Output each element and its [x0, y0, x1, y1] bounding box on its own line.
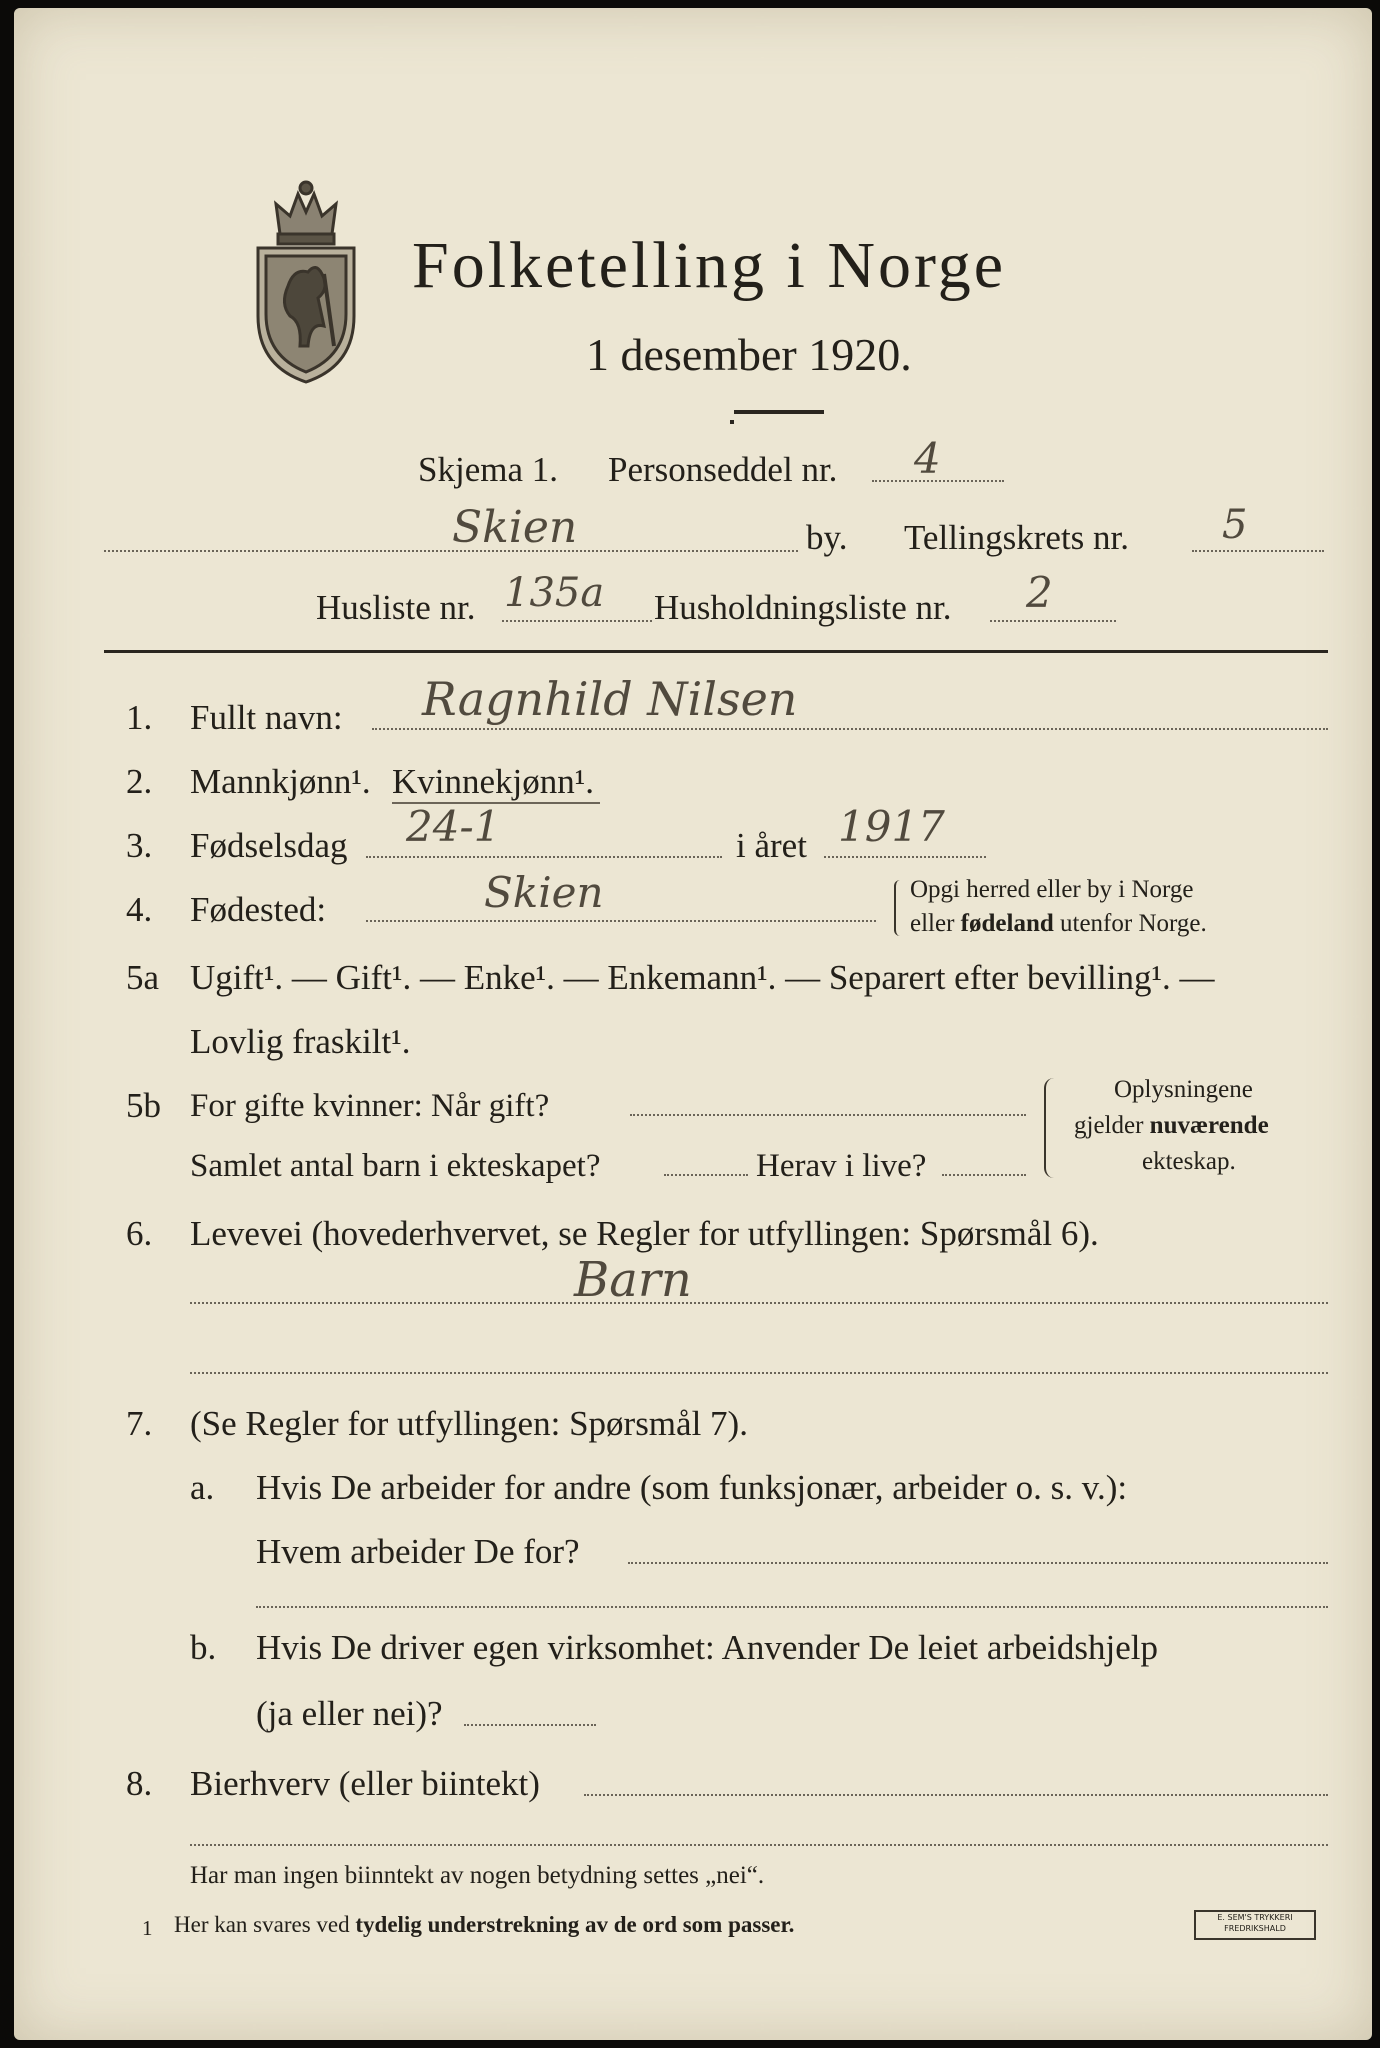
- q5b-number: 5b: [126, 1086, 161, 1125]
- personseddel-value[interactable]: 4: [914, 434, 941, 483]
- coat-of-arms-icon: [250, 176, 362, 386]
- q1-value[interactable]: Ragnhild Nilsen: [422, 672, 798, 726]
- q1-label: Fullt navn:: [190, 698, 343, 737]
- q4-note-post: utenfor Norge.: [1053, 910, 1207, 937]
- q5b-note-bold: nuværende: [1149, 1112, 1269, 1139]
- q4-note-line1: Opgi herred eller by i Norge: [910, 876, 1194, 903]
- printer-stamp-line1: E. SEM'S TRYKKERI: [1217, 1913, 1293, 1922]
- footer-note: Har man ingen biinntekt av nogen betydning settes „nei“.: [190, 1862, 765, 1889]
- q8-field-line-2: [190, 1844, 1328, 1846]
- q4-value[interactable]: Skien: [484, 868, 604, 917]
- by-field-line: [104, 550, 798, 552]
- census-date: 1 desember 1920.: [586, 329, 912, 380]
- by-value[interactable]: Skien: [452, 502, 578, 553]
- q5a-options-line2[interactable]: Lovlig fraskilt¹.: [190, 1022, 411, 1061]
- q6-value[interactable]: Barn: [574, 1252, 692, 1308]
- q5b-note-line1: Oplysningene: [1114, 1076, 1253, 1103]
- skjema-label: Skjema 1.: [418, 450, 558, 489]
- q5b-line2b: Herav i live?: [756, 1148, 927, 1184]
- q3-label: Fødselsdag: [190, 826, 348, 865]
- husliste-value[interactable]: 135a: [504, 570, 605, 616]
- q3-year-label: i året: [736, 826, 807, 865]
- q5b-line2a: Samlet antal barn i ekteskapet?: [190, 1148, 601, 1184]
- q5b-note-line3: ekteskap.: [1142, 1148, 1236, 1175]
- q7b-line1: Hvis De driver egen virksomhet: Anvender De leiet arbeidshjelp: [256, 1628, 1158, 1667]
- by-label: by.: [806, 518, 848, 557]
- q2-kvinne-option[interactable]: Kvinnekjønn¹.: [392, 762, 595, 801]
- q2-mann-option[interactable]: Mannkjønn¹.: [190, 762, 371, 801]
- q3-year-field-line: [824, 856, 986, 858]
- q5b-barn-field-line: [664, 1174, 748, 1176]
- q5b-note-line2: [1074, 1112, 1269, 1140]
- q1-field-line: [372, 728, 1328, 730]
- title-divider-dot: [730, 420, 734, 424]
- q7b-letter: b.: [190, 1628, 217, 1667]
- q3-day-field-line: [366, 856, 722, 858]
- printer-stamp-line2: FREDRIKSHALD: [1224, 1924, 1286, 1933]
- husholdning-field-line: [990, 620, 1116, 622]
- header-separator: [104, 650, 1328, 653]
- husliste-label: Husliste nr.: [316, 588, 476, 627]
- q3-year-value[interactable]: 1917: [838, 802, 945, 851]
- q6-field-line-2: [190, 1372, 1328, 1374]
- q4-brace: [894, 880, 904, 936]
- q8-field-line-1: [584, 1794, 1328, 1796]
- husholdning-value[interactable]: 2: [1026, 568, 1053, 617]
- q4-label: Fødested:: [190, 890, 327, 929]
- footnote-bold: tydelig understrekning av de ord som passer.: [355, 1912, 795, 1937]
- husholdning-label: Husholdningsliste nr.: [654, 588, 952, 627]
- q5a-options[interactable]: Ugift¹. — Gift¹. — Enke¹. — Enkemann¹. — Separert efter bevilling¹. —: [190, 958, 1215, 997]
- title-divider: [734, 410, 824, 414]
- q7-number: 7.: [126, 1404, 153, 1443]
- q7a-letter: a.: [190, 1468, 215, 1507]
- q1-number: 1.: [126, 698, 153, 737]
- census-form-sheet: [14, 8, 1372, 2040]
- q7a-line2: Hvem arbeider De for?: [256, 1532, 580, 1571]
- footnote-text: [174, 1912, 794, 1938]
- q3-day-value[interactable]: 24-1: [406, 802, 501, 851]
- personseddel-label: Personseddel nr.: [608, 450, 838, 489]
- footnote-pre: Her kan svares ved: [174, 1912, 356, 1937]
- q6-label: Levevei (hovederhvervet, se Regler for utfyllingen: Spørsmål 6).: [190, 1214, 1099, 1253]
- q5b-gift-field-line: [630, 1114, 1026, 1116]
- q6-number: 6.: [126, 1214, 153, 1253]
- q7b-field-line: [464, 1724, 596, 1726]
- q5a-number: 5a: [126, 958, 160, 997]
- q5b-line1: For gifte kvinner: Når gift?: [190, 1088, 550, 1124]
- q4-note-line2: [910, 910, 1207, 938]
- printer-stamp: [1194, 1910, 1316, 1940]
- q7-label: (Se Regler for utfyllingen: Spørsmål 7).: [190, 1404, 748, 1443]
- q4-field-line: [366, 920, 876, 922]
- q7b-line2: (ja eller nei)?: [256, 1694, 443, 1733]
- tellingskrets-label: Tellingskrets nr.: [904, 518, 1130, 557]
- q4-number: 4.: [126, 890, 153, 929]
- q8-number: 8.: [126, 1764, 153, 1803]
- tellingskrets-value[interactable]: 5: [1222, 502, 1248, 548]
- form-title: Folketelling i Norge: [412, 229, 1007, 302]
- q7a-field-line-1: [628, 1562, 1328, 1564]
- q5b-live-field-line: [942, 1174, 1026, 1176]
- q6-field-line-1: [190, 1302, 1328, 1304]
- footnote-number: 1: [142, 1916, 153, 1940]
- q7a-line1: Hvis De arbeider for andre (som funksjonær, arbeider o. s. v.):: [256, 1468, 1128, 1507]
- q7a-field-line-2: [256, 1606, 1328, 1608]
- q4-note-pre: eller: [910, 910, 961, 937]
- q5b-brace: [1044, 1078, 1056, 1178]
- q4-note-bold: fødeland: [960, 910, 1054, 937]
- q8-label: Bierhverv (eller biintekt): [190, 1764, 540, 1803]
- husliste-field-line: [502, 620, 652, 622]
- q2-number: 2.: [126, 762, 153, 801]
- tellingskrets-field-line: [1192, 550, 1324, 552]
- q5b-note-pre: gjelder: [1074, 1112, 1150, 1139]
- q3-number: 3.: [126, 826, 153, 865]
